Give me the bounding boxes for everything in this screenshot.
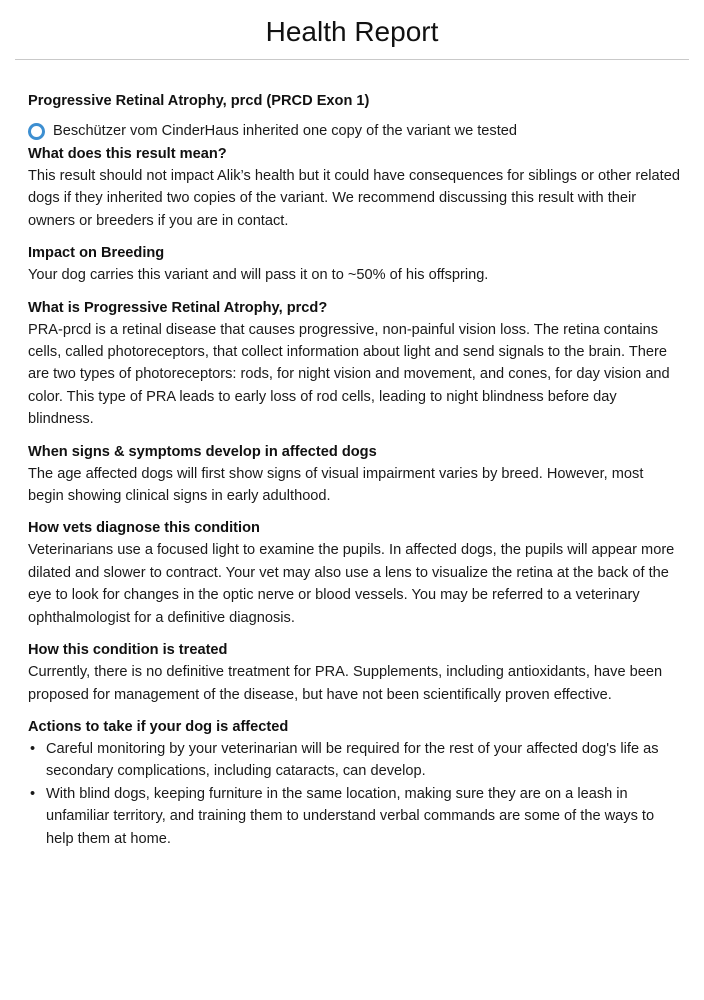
list-item (28, 783, 680, 850)
section-heading: How vets diagnose this condition (28, 520, 260, 537)
section-heading: How this condition is treated (28, 642, 228, 659)
section-diagnosis (28, 517, 680, 629)
list-item-text: With blind dogs, keeping furniture in the same location, making sure they are on a leash in unfamiliar territory, and training them to understand verbal commands are some of the ways to help them at home. (46, 785, 655, 847)
section-heading: Actions to take if your dog is affected (28, 718, 289, 735)
section-body: Veterinarians use a focused light to examine the pupils. In affected dogs, the pupils will appear more dilated and slower to contract. Your vet may also use a lens to visualize the retina at the back of the eye to look for changes in the optic nerve or blood vessels. You may be referred to a veterinary ophthalmologist for a definitive diagnosis. (28, 542, 675, 626)
section-heading: When signs & symptoms develop in affected dogs (28, 443, 377, 460)
section-about (28, 297, 680, 431)
bullet: • (30, 785, 36, 802)
section-symptoms (28, 441, 680, 508)
section-body: This result should not impact Alik’s health but it could have consequences for siblings or other related dogs if they inherited two copies of the variant. We recommend discussing this result with their owners or breeders if you are in contact. (28, 168, 680, 229)
report-content (0, 90, 704, 850)
section-body: Currently, there is no definitive treatment for PRA. Supplements, including antioxidants, have been proposed for management of the disease, but have not been scientifically proven effective. (28, 664, 663, 703)
result-status (28, 120, 680, 142)
section-result-meaning (28, 143, 680, 232)
section-heading: Impact on Breeding (28, 245, 165, 262)
section-actions (28, 716, 680, 850)
section-breeding (28, 242, 680, 286)
page-title: Health Report (265, 16, 439, 47)
result-text: Beschützer vom CinderHaus inherited one copy of the variant we tested (53, 123, 518, 139)
section-body: The age affected dogs will first show signs of visual impairment varies by breed. However, most begin showing clinical signs in early adulthood. (28, 465, 644, 505)
title-divider (15, 59, 689, 60)
section-body: Your dog carries this variant and will pass it on to ~50% of his offspring. (28, 267, 489, 284)
bullet: • (30, 740, 36, 757)
section-heading: What is Progressive Retinal Atrophy, prcd? (28, 299, 328, 316)
list-item-text: Careful monitoring by your veterinarian will be required for the rest of your affected dog's life as secondary complications, including cataracts, can develop. (46, 740, 659, 780)
section-treatment (28, 639, 680, 706)
list-item (28, 738, 680, 783)
section-body: PRA-prcd is a retinal disease that causes progressive, non-painful vision loss. The retina contains cells, called photoreceptors, that collect information about light and send signals to the brain. There are two types of photoreceptors: rods, for night vision and movement, and cones, for day vision and color. This type of PRA leads to early loss of rod cells, leading to night blindness before day blindness. (28, 321, 670, 428)
section-heading: What does this result mean? (28, 146, 227, 162)
actions-list (28, 738, 680, 850)
ring-icon (28, 123, 45, 140)
test-name: Progressive Retinal Atrophy, prcd (PRCD Exon 1) (28, 93, 370, 109)
